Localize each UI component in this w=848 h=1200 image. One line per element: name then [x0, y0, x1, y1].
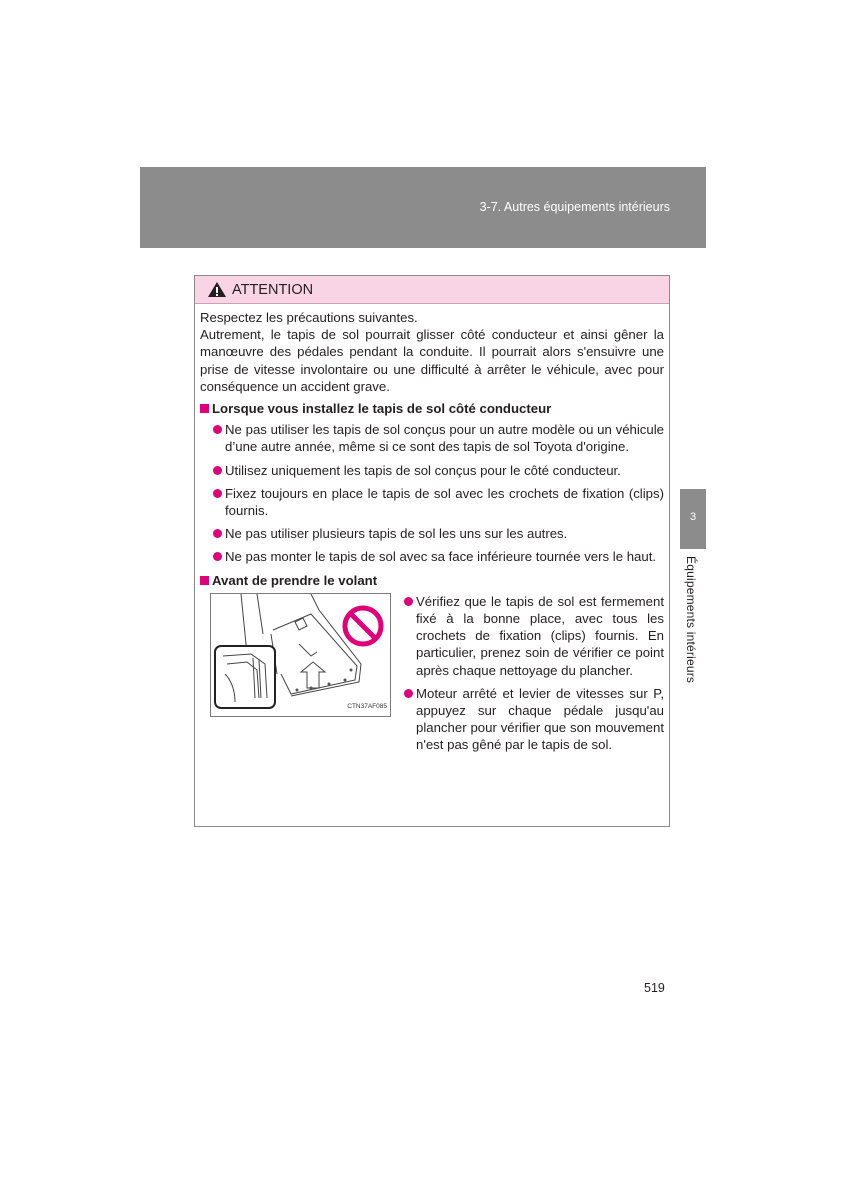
list-item: [401, 593, 664, 679]
chapter-tab: [680, 489, 706, 549]
section2-list: [401, 593, 664, 760]
header-band: [140, 167, 706, 248]
warning-intro: Respectez les précautions suivantes.: [200, 310, 418, 325]
list-item: [401, 685, 664, 754]
list-item-text: Fixez toujours en place le tapis de sol avec les crochets de fixation (clips) fournis.: [225, 485, 664, 519]
section-title: 3-7. Autres équipements intérieurs: [479, 200, 670, 214]
warning-triangle-icon: [207, 281, 227, 298]
chapter-label: Équipements intérieurs: [684, 556, 698, 684]
square-bullet-icon: [200, 404, 209, 413]
section1-heading-text: Lorsque vous installez le tapis de sol côté conducteur: [212, 401, 552, 417]
list-item: [210, 421, 664, 455]
dot-bullet-icon: [404, 597, 413, 606]
section2-heading-text: Avant de prendre le volant: [212, 572, 378, 588]
list-item-text: Ne pas utiliser les tapis de sol conçus pour un autre modèle ou un véhicule d’une autre année, même si ce sont des tapis de sol Toyota d'origine.: [225, 422, 664, 455]
warning-paragraph: Autrement, le tapis de sol pourrait glisser côté conducteur et ainsi gêner la manœuvre des pédales pendant la conduite. Il pourrait alors s'ensuivre une prise de vitesse involontaire ou une difficulté à arrêter le véhicule, avec pour conséquence un accident grave.: [200, 327, 664, 394]
list-item-text: Moteur arrêté et levier de vitesses sur P, appuyez sur chaque pédale jusqu'au plancher pour vérifier que son mouvement n'est pas gêné par le tapis de sol.: [416, 685, 664, 753]
figure-code: CTN37AF085: [347, 702, 387, 710]
dot-bullet-icon: [213, 489, 222, 498]
list-item: [210, 485, 664, 519]
list-item-text: Ne pas utiliser plusieurs tapis de sol les uns sur les autres.: [225, 526, 568, 542]
warning-title: ATTENTION: [232, 281, 314, 298]
chapter-number: 3: [689, 511, 697, 523]
list-item-text: Utilisez uniquement les tapis de sol conçus pour le côté conducteur.: [225, 462, 621, 478]
section2-heading: [200, 572, 664, 589]
list-item-text: Ne pas monter le tapis de sol avec sa face inférieure tournée vers le haut.: [225, 549, 657, 565]
dot-bullet-icon: [213, 425, 222, 434]
warning-box: [194, 275, 670, 827]
dot-bullet-icon: [213, 529, 222, 538]
section1-heading: [200, 400, 664, 417]
list-item-text: Vérifiez que le tapis de sol est fermement fixé à la bonne place, avec tous les crochets de fixation (clips) fournis. En particulier, prenez soin de vérifier ce point après chaque nettoyage du plancher.: [416, 593, 664, 678]
section2-content: [200, 593, 664, 760]
list-item: [210, 462, 664, 479]
dot-bullet-icon: [213, 552, 222, 561]
warning-header: [195, 276, 669, 304]
square-bullet-icon: [200, 576, 209, 585]
list-item: [210, 548, 664, 565]
dot-bullet-icon: [404, 689, 413, 698]
floor-mat-illustration: [210, 593, 391, 717]
page-number: 519: [644, 981, 665, 995]
warning-body: [195, 304, 669, 760]
list-item: [210, 525, 664, 542]
dot-bullet-icon: [213, 466, 222, 475]
